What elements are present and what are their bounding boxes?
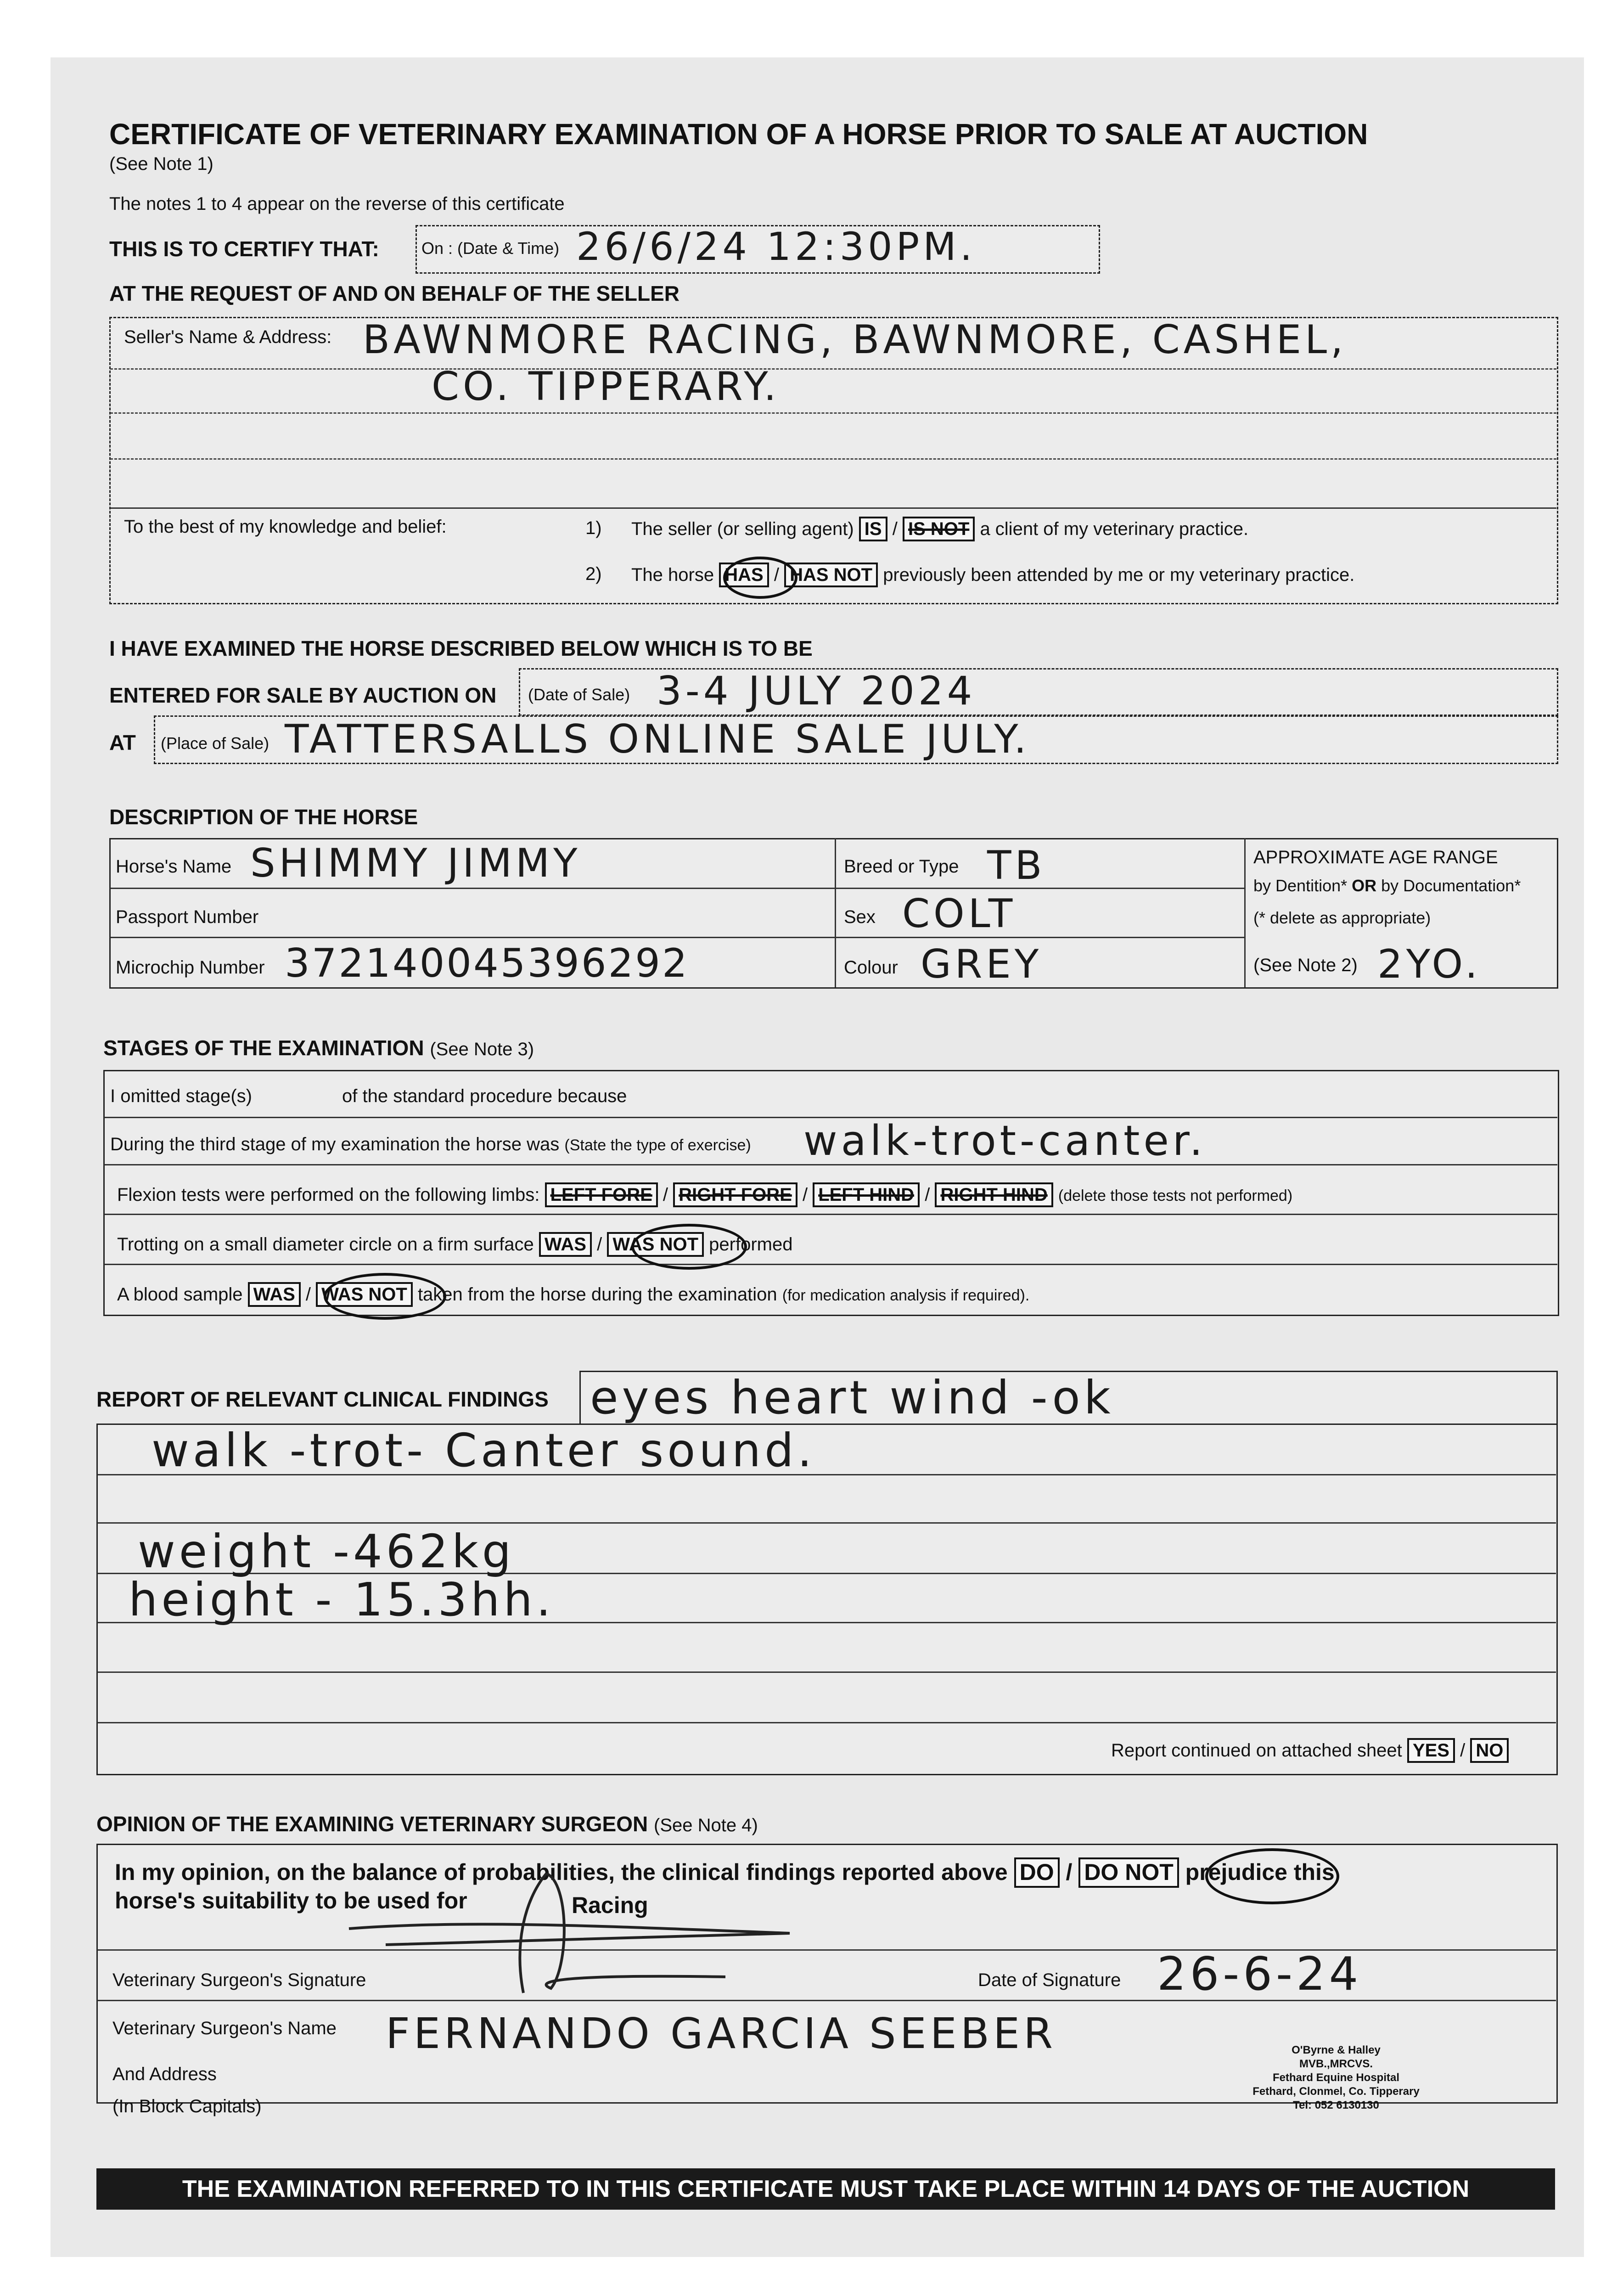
third-stage-label: During the third stage of my examination the horse was	[110, 1134, 560, 1154]
stages-see-note: (See Note 3)	[430, 1039, 534, 1059]
certify-label: THIS IS TO CERTIFY THAT:	[109, 237, 379, 261]
by-documentation[interactable]: by Documentation*	[1381, 876, 1521, 895]
separator: /	[802, 1185, 808, 1205]
item1-post: a client of my veterinary practice.	[980, 519, 1249, 539]
do-not-option[interactable]: DO NOT	[1078, 1857, 1179, 1888]
trot-was-not-option[interactable]: WAS NOT	[607, 1232, 704, 1257]
date-of-signature-value[interactable]: 26-6-24	[1157, 1947, 1362, 2001]
stamp-line: MVB.,MRCVS.	[1299, 2058, 1373, 2070]
divider	[97, 1722, 1556, 1723]
omitted-label: I omitted stage(s)	[110, 1086, 253, 1106]
notes-line: The notes 1 to 4 appear on the reverse of this certificate	[109, 194, 565, 214]
sale-place-value: TATTERSALLS ONLINE SALE JULY.	[285, 716, 1030, 762]
continued-label: Report continued on attached sheet	[1111, 1740, 1402, 1761]
opinion-heading-line	[96, 1812, 758, 1836]
colour-value[interactable]: GREY	[921, 941, 1043, 987]
seller-client-statement	[631, 517, 1248, 541]
has-not-option[interactable]: HAS NOT	[784, 563, 878, 587]
trot-circle-mark	[631, 1224, 747, 1270]
divider	[110, 412, 1556, 414]
divider	[835, 838, 836, 987]
item1-number: 1)	[585, 518, 602, 538]
limb-right-hind[interactable]: RIGHT HIND	[935, 1182, 1053, 1207]
title-see-note: (See Note 1)	[109, 154, 213, 174]
continued-no-option[interactable]: NO	[1470, 1738, 1509, 1763]
separator: /	[925, 1185, 930, 1205]
knowledge-label: To the best of my knowledge and belief:	[124, 517, 447, 537]
trot-was-option[interactable]: WAS	[539, 1232, 592, 1257]
opinion-line2: horse's suitability to be used for	[115, 1888, 467, 1913]
separator: /	[597, 1234, 602, 1255]
third-stage-line	[110, 1134, 751, 1155]
description-heading: DESCRIPTION OF THE HORSE	[109, 805, 418, 829]
sex-label: Sex	[844, 907, 876, 927]
divider	[110, 937, 1245, 938]
separator: /	[774, 565, 779, 585]
by-dentition[interactable]: by Dentition*	[1253, 876, 1348, 895]
limb-left-fore[interactable]: LEFT FORE	[545, 1182, 658, 1207]
divider	[104, 1214, 1557, 1215]
age-method	[1253, 876, 1521, 895]
has-circle-mark	[723, 557, 797, 599]
blood-note: (for medication analysis if required).	[782, 1287, 1030, 1304]
report-line-4[interactable]: weight -462kg	[138, 1525, 515, 1578]
address-label: And Address	[112, 2064, 217, 2084]
report-line-5[interactable]: height - 15.3hh.	[129, 1573, 555, 1626]
signature-label: Veterinary Surgeon's Signature	[112, 1970, 366, 1990]
item2-text: The horse	[631, 565, 714, 585]
flexion-line	[117, 1182, 1292, 1207]
divider	[97, 1522, 1556, 1524]
vet-name-value[interactable]: FERNANDO GARCIA SEEBER	[386, 2009, 1056, 2058]
sale-date-value: 3-4 JULY 2024	[657, 668, 976, 714]
item1-text: The seller (or selling agent)	[631, 519, 854, 539]
blood-line	[117, 1282, 1029, 1307]
sale-place-label: (Place of Sale)	[161, 734, 270, 753]
divider	[110, 368, 1556, 370]
separator: /	[1066, 1859, 1073, 1885]
separator: /	[305, 1284, 311, 1305]
sale-heading2: ENTERED FOR SALE BY AUCTION ON	[109, 683, 497, 707]
separator: /	[1460, 1740, 1466, 1761]
do-not-circle-mark	[1205, 1848, 1339, 1904]
divider	[110, 888, 1245, 889]
passport-label: Passport Number	[116, 907, 259, 927]
stamp-line: Tel: 052 6130130	[1293, 2099, 1379, 2111]
report-continued	[1111, 1738, 1509, 1763]
age-value[interactable]: 2YO.	[1377, 941, 1482, 987]
limb-right-fore[interactable]: RIGHT FORE	[673, 1182, 797, 1207]
divider	[110, 458, 1556, 460]
third-stage-note: (State the type of exercise)	[564, 1137, 751, 1154]
vet-name-label: Veterinary Surgeon's Name	[112, 2018, 337, 2038]
age-range-title: APPROXIMATE AGE RANGE	[1253, 847, 1498, 867]
sex-value[interactable]: COLT	[902, 891, 1016, 937]
opinion-text: In my opinion, on the balance of probabilities, the clinical findings reported above	[115, 1859, 1008, 1885]
seller-address-line2[interactable]: CO. TIPPERARY.	[432, 364, 780, 410]
stamp-line: Fethard Equine Hospital	[1272, 2071, 1400, 2084]
age-delete-note: (* delete as appropriate)	[1253, 908, 1431, 927]
stages-title: STAGES OF THE EXAMINATION	[103, 1036, 424, 1060]
or-label: OR	[1352, 876, 1377, 895]
age-see-note: (See Note 2)	[1253, 955, 1358, 975]
certificate-title: CERTIFICATE OF VETERINARY EXAMINATION OF A HORSE PRIOR TO SALE AT AUCTION	[109, 118, 1368, 151]
report-line-2[interactable]: walk -trot- Canter sound.	[152, 1424, 816, 1477]
item2-post: previously been attended by me or my veterinary practice.	[883, 565, 1355, 585]
practice-stamp	[1217, 2043, 1455, 2112]
omitted-post: of the standard procedure because	[342, 1086, 627, 1106]
report-line-1[interactable]: eyes heart wind -ok	[590, 1371, 1114, 1424]
blood-post: taken from the horse during the examination	[417, 1284, 777, 1305]
capitals-label: (In Block Capitals)	[112, 2096, 262, 2116]
date-time-label: On : (Date & Time)	[421, 239, 560, 258]
request-line: AT THE REQUEST OF AND ON BEHALF OF THE SELLER	[109, 281, 680, 305]
blood-label: A blood sample	[117, 1284, 243, 1305]
divider	[97, 1671, 1556, 1673]
signature-scribble[interactable]	[331, 1864, 927, 2002]
horse-name-label: Horse's Name	[116, 856, 232, 877]
report-heading: REPORT OF RELEVANT CLINICAL FINDINGS	[96, 1387, 549, 1411]
is-not-option[interactable]: IS NOT	[903, 517, 975, 541]
is-option[interactable]: IS	[859, 517, 887, 541]
opinion-see-note: (See Note 4)	[654, 1815, 758, 1835]
stages-heading	[103, 1035, 534, 1060]
stamp-line: Fethard, Clonmel, Co. Tipperary	[1252, 2085, 1420, 2098]
colour-label: Colour	[844, 957, 898, 978]
flexion-label: Flexion tests were performed on the following limbs:	[117, 1185, 540, 1205]
breed-label: Breed or Type	[844, 856, 959, 877]
blood-circle-mark	[324, 1273, 446, 1320]
trot-post: performed	[709, 1234, 793, 1255]
opinion-post: prejudice this	[1185, 1859, 1335, 1885]
divider	[104, 1264, 1557, 1265]
microchip-value[interactable]: 372140045396292	[285, 940, 689, 986]
horse-name-value[interactable]: SHIMMY JIMMY	[250, 840, 581, 886]
item2-number: 2)	[585, 564, 602, 584]
blood-was-option[interactable]: WAS	[248, 1282, 301, 1307]
sale-date-label: (Date of Sale)	[528, 685, 630, 704]
at-label: AT	[109, 731, 136, 754]
stamp-line: O'Byrne & Halley	[1292, 2044, 1381, 2056]
seller-address-line1[interactable]: BAWNMORE RACING, BAWNMORE, CASHEL,	[363, 317, 1347, 363]
suitability-use-value[interactable]: Racing	[572, 1892, 648, 1918]
divider	[110, 507, 1556, 509]
date-time-value: 26/6/24 12:30PM.	[576, 224, 976, 269]
flexion-note: (delete those tests not performed)	[1058, 1187, 1293, 1204]
footer-banner: THE EXAMINATION REFERRED TO IN THIS CERTIFICATE MUST TAKE PLACE WITHIN 14 DAYS OF THE AUCTION	[96, 2168, 1555, 2210]
sale-heading1: I HAVE EXAMINED THE HORSE DESCRIBED BELOW WHICH IS TO BE	[109, 636, 813, 660]
blood-was-not-option[interactable]: WAS NOT	[316, 1282, 413, 1307]
microchip-label: Microchip Number	[116, 957, 265, 978]
do-option[interactable]: DO	[1014, 1857, 1060, 1888]
continued-yes-option[interactable]: YES	[1407, 1738, 1455, 1763]
separator: /	[663, 1185, 668, 1205]
separator: /	[892, 519, 898, 539]
trotting-label: Trotting on a small diameter circle on a firm surface	[117, 1234, 534, 1255]
third-stage-value[interactable]: walk-trot-canter.	[803, 1117, 1207, 1165]
date-of-signature-label: Date of Signature	[978, 1970, 1121, 1990]
divider	[1244, 838, 1246, 987]
opinion-heading: OPINION OF THE EXAMINING VETERINARY SURGEON	[96, 1812, 648, 1836]
has-option[interactable]: HAS	[719, 563, 769, 587]
limb-left-hind[interactable]: LEFT HIND	[813, 1182, 920, 1207]
seller-label: Seller's Name & Address:	[124, 327, 332, 347]
breed-value[interactable]: TB	[987, 843, 1046, 889]
